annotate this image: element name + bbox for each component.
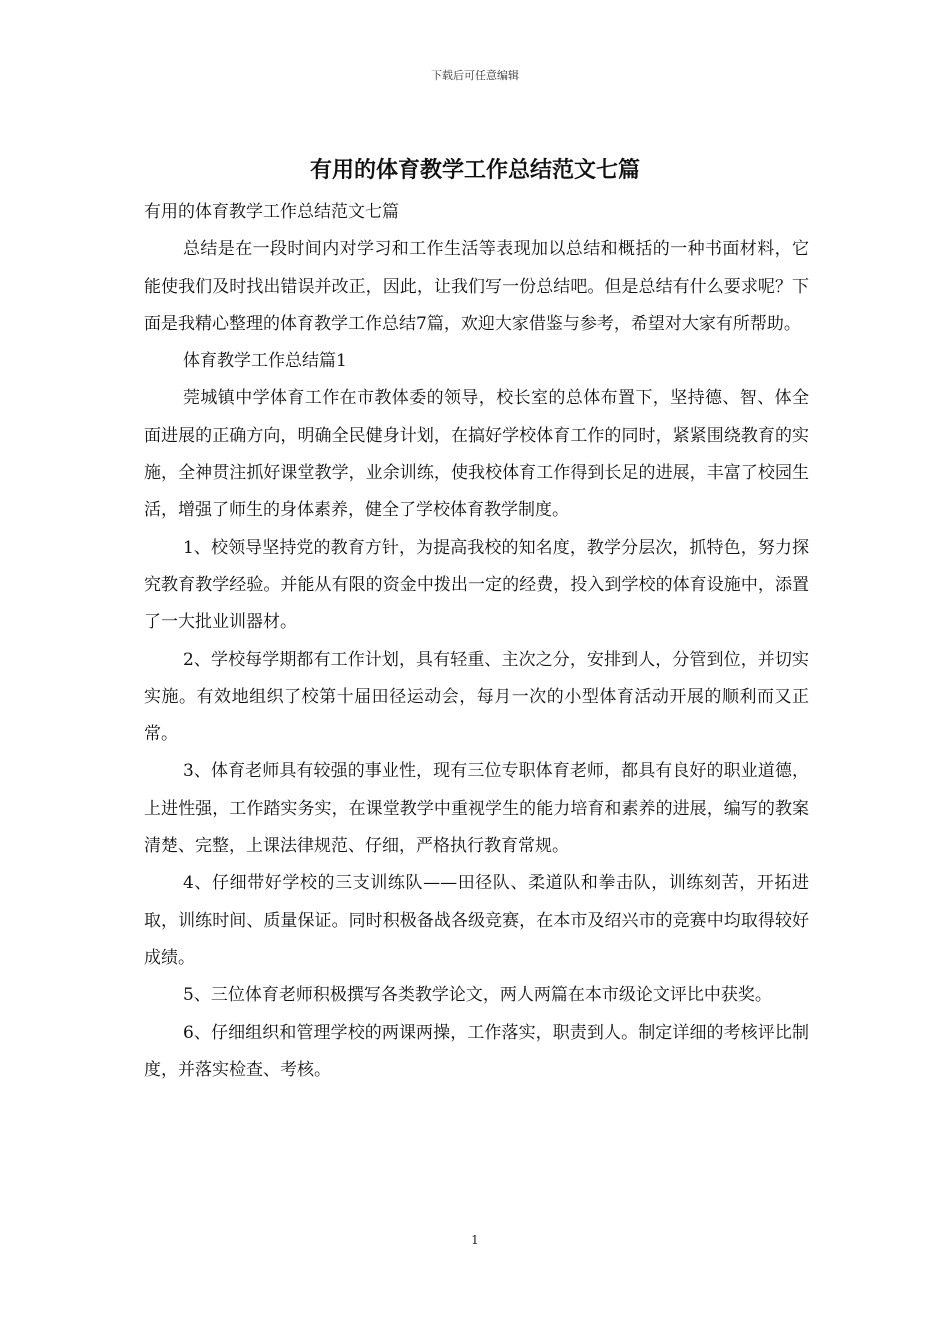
list-item-4: 4、仔细带好学校的三支训练队——田径队、柔道队和拳击队，训练刻苦，开拓进取，训练时间、质量保证。同时积极备战各级竞赛，在本市及绍兴市的竞赛中均取得较好成绩。 [144,873,809,968]
page-number: 1 [471,1233,479,1247]
document-body [144,194,809,1089]
list-item-2: 2、学校每学期都有工作计划，具有轻重、主次之分，安排到人，分管到位，并切实实施。有效地组织了校第十届田径运动会，每月一次的小型体育活动开展的顺利而又正常。 [144,649,809,745]
list-item-6: 6、仔细组织和管理学校的两课两操，工作落实，职责到人。制定详细的考核评比制度，并落实检查、考核。 [144,1022,809,1080]
list-item-1: 1、校领导坚持党的教育方针，为提高我校的知名度，教学分层次，抓特色，努力探究教育教学经验。并能从有限的资金中拨出一定的经费，投入到学校的体育设施中，添置了一大批业训器材。 [144,537,809,633]
header-note: 下载后可任意编辑 [431,69,519,82]
section-heading: 体育教学工作总结篇1 [183,351,347,372]
intro-paragraph: 总结是在一段时间内对学习和工作生活等表现加以总结和概括的一种书面材料，它能使我们及时找出错误并改正，因此，让我们写一份总结吧。但是总结有什么要求呢？下面是我精心整理的体育教学工作总结7篇，欢迎大家借鉴与参考，希望对大家有所帮助。 [144,239,809,334]
subtitle-paragraph: 有用的体育教学工作总结范文七篇 [144,202,399,222]
body-paragraph: 莞城镇中学体育工作在市教体委的领导，校长室的总体布置下，坚持德、智、体全面进展的正确方向，明确全民健身计划，在搞好学校体育工作的同时，紧紧围绕教育的实施，全神贯注抓好课堂教学，业余训练，使我校体育工作得到长足的进展，丰富了校园生活，增强了师生的身体素养，健全了学校体育教学制度。 [144,388,809,521]
list-item-5: 5、三位体育老师积极撰写各类教学论文，两人两篇在本市级论文评比中获奖。 [183,985,772,1006]
document-title: 有用的体育教学工作总结范文七篇 [309,157,640,183]
list-item-3: 3、体育老师具有较强的事业性，现有三位专职体育老师，都具有良好的职业道德，上进性强，工作踏实务实，在课堂教学中重视学生的能力培育和素养的进展，编写的教案清楚、完整，上课法律规范、仔细，严格执行教育常规。 [144,761,809,857]
